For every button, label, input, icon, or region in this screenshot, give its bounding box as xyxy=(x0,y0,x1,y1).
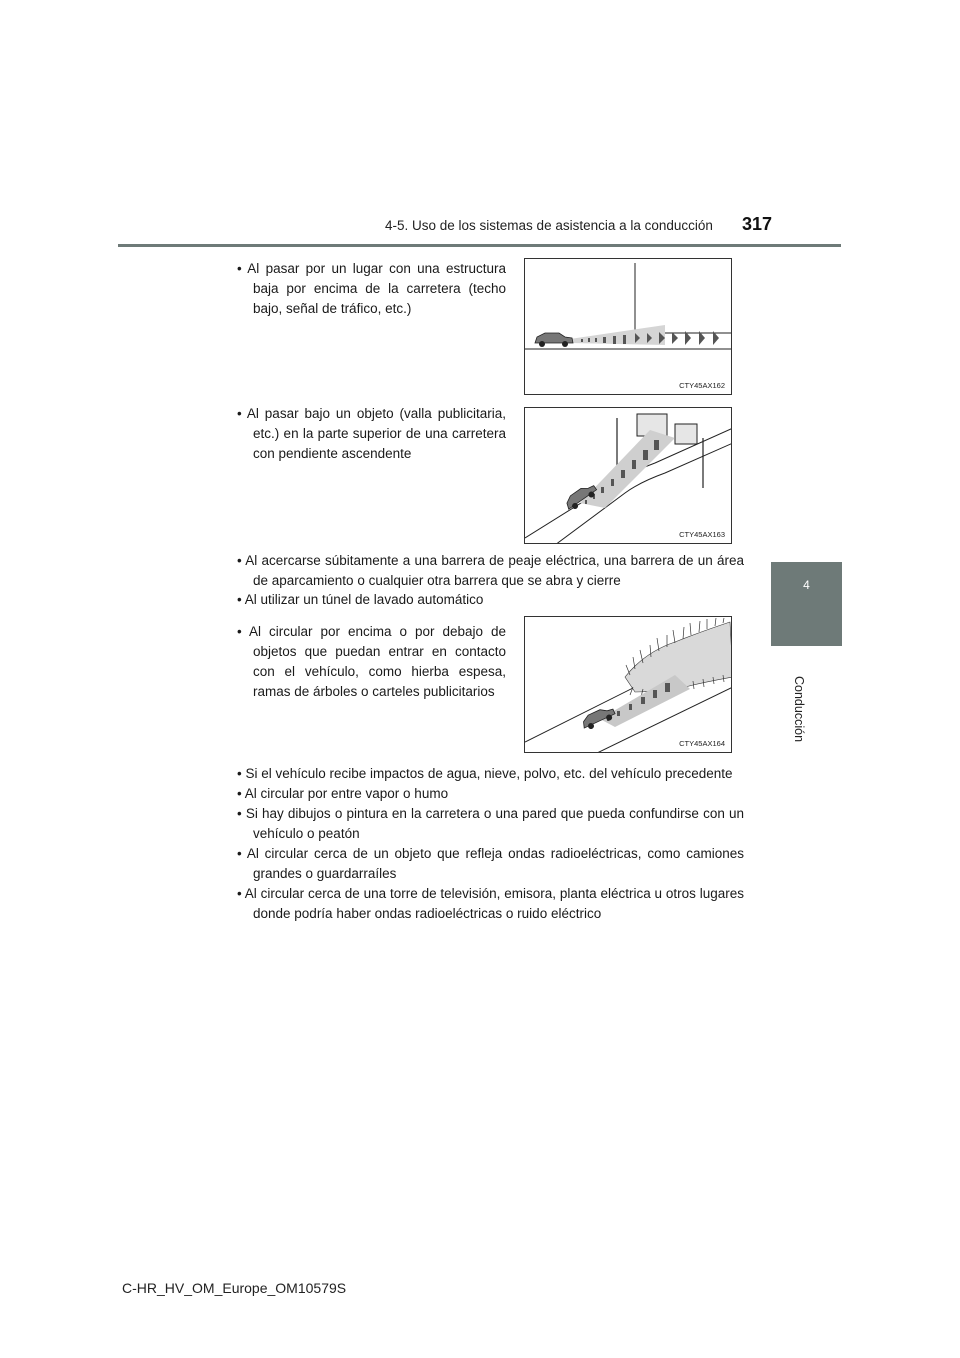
chapter-label: Conducción xyxy=(792,676,806,743)
car-icon xyxy=(580,705,617,732)
list-item: • Al circular cerca de un objeto que refleja ondas radioeléctricas, como camiones grandes o guardarraíles xyxy=(237,846,744,881)
figure-vegetation xyxy=(524,616,732,753)
list-item: • Si hay dibujos o pintura en la carretera o una pared que pueda confundirse con un vehículo o peatón xyxy=(237,806,744,841)
figure-code: CTY45AX162 xyxy=(679,381,725,390)
low-structure-illustration xyxy=(525,259,732,395)
list-item: • Al utilizar un túnel de lavado automático xyxy=(237,592,484,607)
list-item: • Si el vehículo recibe impactos de agua, nieve, polvo, etc. del vehículo precedente xyxy=(237,766,733,781)
car-icon xyxy=(535,333,573,347)
list-item: • Al acercarse súbitamente a una barrera de peaje eléctrica, una barrera de un área de aparcamiento o cualquier otra barrera que se abra y cierre xyxy=(237,553,744,588)
chapter-number: 4 xyxy=(803,578,810,592)
document-id: C-HR_HV_OM_Europe_OM10579S xyxy=(122,1280,347,1296)
list-item: • Al pasar por un lugar con una estructura baja por encima de la carretera (techo bajo, señal de tráfico, etc.) xyxy=(237,261,506,316)
figure-uphill-billboard xyxy=(524,407,732,544)
list-item: • Al circular por entre vapor o humo xyxy=(237,786,449,801)
header-divider xyxy=(118,244,841,247)
list-item: • Al circular cerca de una torre de televisión, emisora, planta eléctrica u otros lugares donde podría haber ondas radioeléctricas o ruido eléctrico xyxy=(237,886,744,921)
uphill-billboard-illustration xyxy=(525,408,732,544)
list-item: • Al circular por encima o por debajo de objetos que puedan entrar en contacto con el vehículo, como hierba espesa, ramas de árboles o carteles publicitarios xyxy=(237,624,506,699)
figure-low-structure xyxy=(524,258,732,395)
vegetation-illustration xyxy=(525,617,732,753)
chapter-tab xyxy=(771,562,842,646)
figure-code: CTY45AX163 xyxy=(679,530,725,539)
list-item: • Al pasar bajo un objeto (valla publicitaria, etc.) en la parte superior de una carretera con pendiente ascendente xyxy=(237,406,506,461)
page-number: 317 xyxy=(742,214,773,234)
figure-code: CTY45AX164 xyxy=(679,739,725,748)
section-title: 4-5. Uso de los sistemas de asistencia a la conducción xyxy=(385,218,713,233)
